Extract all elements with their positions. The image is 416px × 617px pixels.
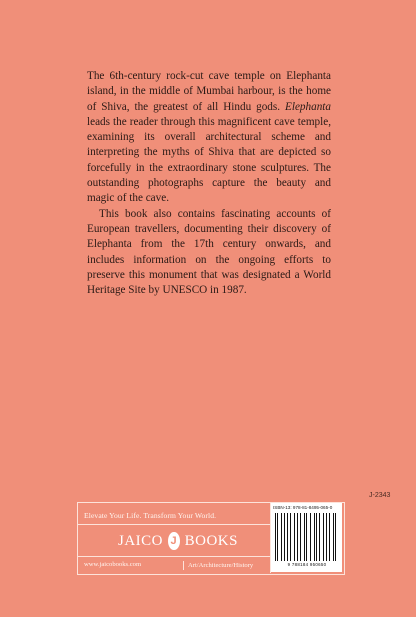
catalog-code: J-2343 — [369, 492, 391, 499]
book-title-italic: Elephanta — [285, 100, 331, 113]
genre-label: Art/Architecture/History — [183, 561, 253, 570]
ean-number: 9 788184 950650 — [287, 562, 327, 567]
publisher-name-left: JAICO — [118, 532, 164, 549]
barcode-icon — [275, 513, 338, 561]
publisher-logo — [118, 529, 238, 553]
blurb-text: The 6th-century rock-cut cave temple on Elephanta island, in the middle of Mumbai harbour, is the home of Shiva, the greatest of all Hindu gods. — [87, 70, 331, 113]
panel-divider — [77, 524, 270, 525]
publisher-website: www.jaicobooks.com — [84, 561, 142, 568]
jaico-logo-icon — [168, 532, 180, 550]
publisher-name-right: BOOKS — [184, 532, 238, 549]
isbn-text: ISBN-13: 978-81-8495-065-0 — [273, 505, 333, 510]
blurb-text: leads the reader through this magnificent cave temple, examining its overall architectural scheme and interpreting the myths of Shiva that are depicted so forcefully in the extraordinary stone sculptures. The outstanding photographs capture the beauty and magic of the cave. — [87, 115, 331, 205]
publisher-tagline: Elevate Your Life. Transform Your World. — [84, 511, 217, 520]
blurb-paragraph-2: This book also contains fascinating accounts of European travellers, documenting their discovery of Elephanta from the 17th century onwards, and includes information on the ongoing efforts to preserve this monument that was designated a World Heritage Site by UNESCO in 1987. — [87, 207, 331, 297]
back-cover-blurb — [87, 69, 331, 298]
panel-divider — [77, 556, 270, 557]
blurb-paragraph-1 — [87, 69, 331, 207]
logo-letter: J — [170, 535, 178, 547]
